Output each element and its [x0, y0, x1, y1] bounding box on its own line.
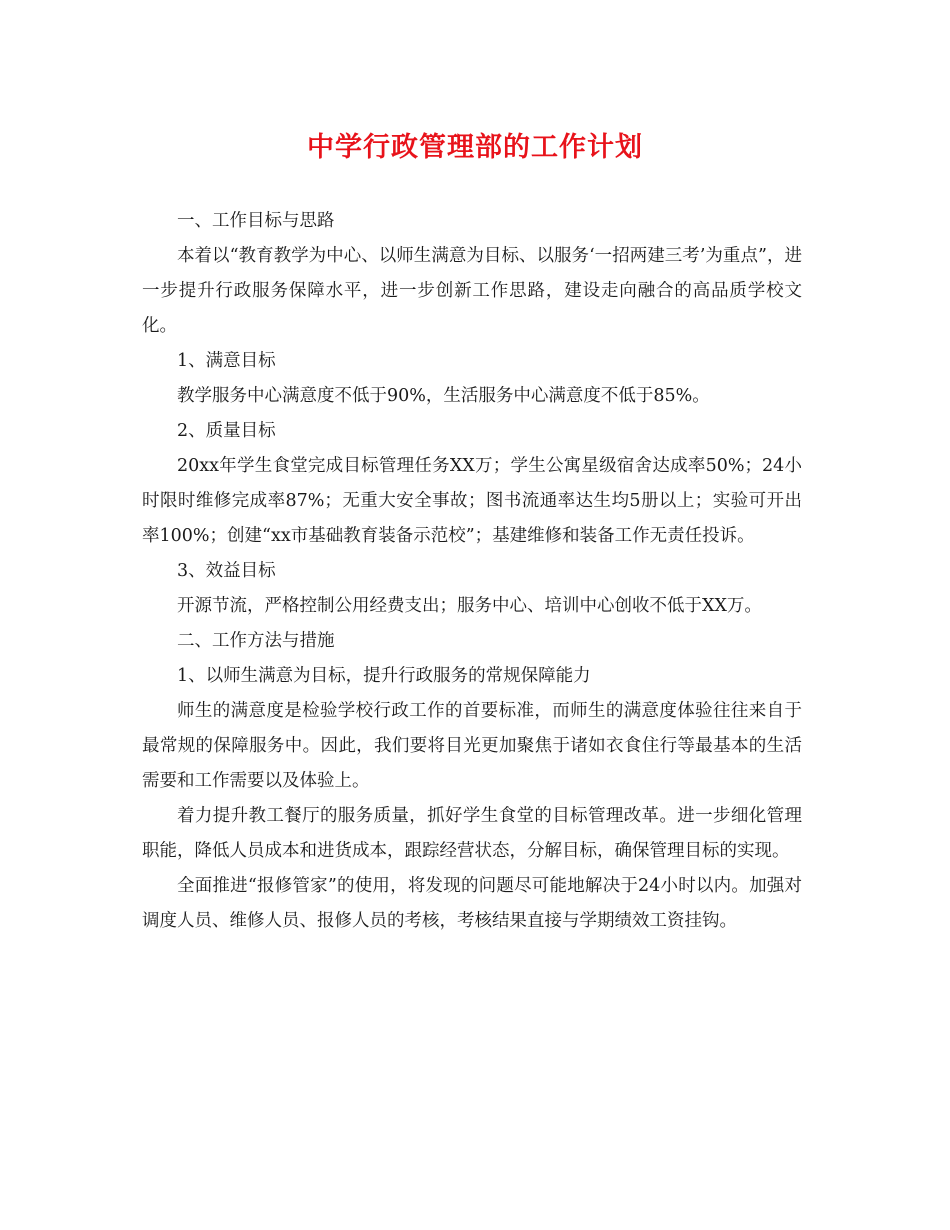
paragraph-canteen: 着力提升教工餐厅的服务质量，抓好学生食堂的目标管理改革。进一步细化管理职能，降低人员成本和进货成本，跟踪经营状态，分解目标，确保管理目标的实现。 [142, 806, 802, 861]
paragraph-intro: 本着以“教育教学为中心、以师生满意为目标、以服务‘一招两建三考’为重点”，进一步提升行政服务保障水平，进一步创新工作思路，建设走向融合的高品质学校文化。 [142, 246, 802, 336]
document-title: 中学行政管理部的工作计划 [307, 132, 643, 163]
subheading-quality-goal: 2、质量目标 [177, 421, 276, 441]
paragraph-quality: 20xx年学生食堂完成目标管理任务XX万；学生公寓星级宿舍达成率50%；24小时限时维修完成率87%；无重大安全事故；图书流通率达生均5册以上；实验可开出率100%；创建“xx市基础教育装备示范校”；基建维修和装备工作无责任投诉。 [142, 456, 802, 546]
section-heading-goals: 一、工作目标与思路 [177, 211, 335, 231]
paragraph-repair: 全面推进“报修管家”的使用，将发现的问题尽可能地解决于24小时以内。加强对调度人员、维修人员、报修人员的考核，考核结果直接与学期绩效工资挂钩。 [142, 876, 802, 931]
subheading-service-capability: 1、以师生满意为目标，提升行政服务的常规保障能力 [177, 666, 591, 686]
paragraph-satisfaction-standard: 师生的满意度是检验学校行政工作的首要标准，而师生的满意度体验往往来自于最常规的保障服务中。因此，我们要将目光更加聚焦于诸如衣食住行等最基本的生活需要和工作需要以及体验上。 [142, 701, 802, 791]
subheading-benefit-goal: 3、效益目标 [177, 561, 276, 581]
section-heading-methods: 二、工作方法与措施 [177, 631, 335, 651]
paragraph-benefit: 开源节流，严格控制公用经费支出；服务中心、培训中心创收不低于XX万。 [177, 596, 762, 616]
paragraph-satisfaction: 教学服务中心满意度不低于90%，生活服务中心满意度不低于85%。 [177, 386, 710, 406]
subheading-satisfaction-goal: 1、满意目标 [177, 351, 276, 371]
document-body [142, 204, 802, 939]
